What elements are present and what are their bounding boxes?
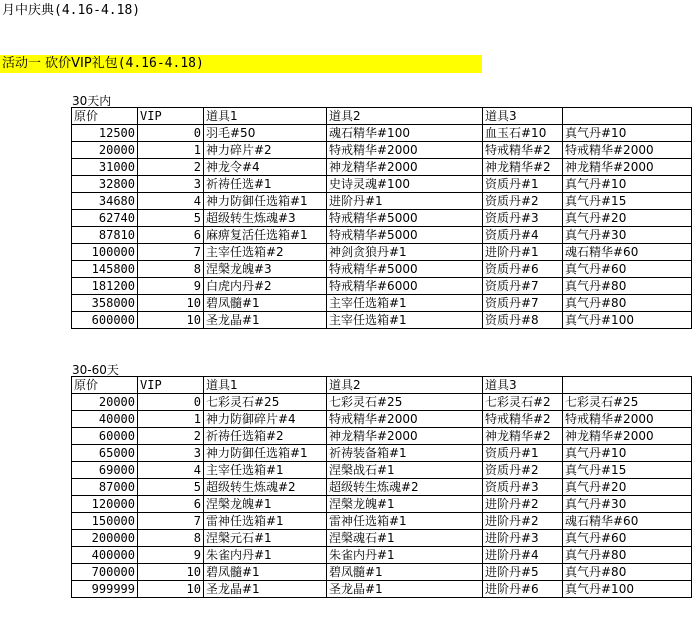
table-row [72,479,692,496]
cell-item2: 主宰任选箱#1 [327,295,483,312]
table-header-row [72,377,692,394]
table-row [72,564,692,581]
cell-vip-level: 1 [138,142,204,159]
cell-item4: 真气丹#60 [563,261,692,278]
cell-original-price: 358000 [72,295,138,312]
column-header-original-price: 原价 [72,377,138,394]
table-row [72,125,692,142]
cell-vip-level: 4 [138,462,204,479]
cell-item3: 资质丹#7 [483,278,563,295]
table-row [72,513,692,530]
cell-item1: 主宰任选箱#1 [204,462,327,479]
cell-item1: 超级转生炼魂#2 [204,479,327,496]
cell-vip-level: 6 [138,496,204,513]
cell-item3: 资质丹#6 [483,261,563,278]
cell-item1: 神力防御碎片#4 [204,411,327,428]
activity-dates: (4.16-4.18) [117,56,204,71]
cell-item2: 七彩灵石#25 [327,394,483,411]
cell-item2: 涅槃龙魄#1 [327,496,483,513]
cell-original-price: 20000 [72,142,138,159]
cell-vip-level: 9 [138,278,204,295]
cell-item4: 真气丹#15 [563,193,692,210]
cell-item2: 特戒精华#5000 [327,227,483,244]
cell-item4: 真气丹#15 [563,462,692,479]
cell-original-price: 12500 [72,125,138,142]
cell-item1: 白虎内丹#2 [204,278,327,295]
cell-original-price: 40000 [72,411,138,428]
cell-item4: 真气丹#80 [563,278,692,295]
column-header-item4 [563,108,692,125]
cell-item4: 真气丹#10 [563,176,692,193]
cell-vip-level: 7 [138,244,204,261]
cell-item1: 涅槃龙魄#3 [204,261,327,278]
table-row [72,193,692,210]
cell-vip-level: 7 [138,513,204,530]
cell-vip-level: 2 [138,428,204,445]
cell-item3: 资质丹#3 [483,210,563,227]
column-header-original-price: 原价 [72,108,138,125]
table-row [72,227,692,244]
cell-vip-level: 10 [138,564,204,581]
cell-vip-level: 4 [138,193,204,210]
table-row [72,261,692,278]
section-label-30days: 30天内 [72,94,112,108]
cell-original-price: 87000 [72,479,138,496]
cell-item4: 真气丹#30 [563,496,692,513]
cell-original-price: 69000 [72,462,138,479]
cell-item2: 祈祷装备箱#1 [327,445,483,462]
cell-original-price: 20000 [72,394,138,411]
cell-item1: 麻痹复活任选箱#1 [204,227,327,244]
table-row [72,278,692,295]
column-header-item4 [563,377,692,394]
column-header-item1: 道具1 [204,377,327,394]
cell-item3: 进阶丹#2 [483,496,563,513]
cell-vip-level: 6 [138,227,204,244]
table-row [72,445,692,462]
vip-table-30-60days [71,376,692,598]
cell-original-price: 31000 [72,159,138,176]
cell-item1: 圣龙晶#1 [204,581,327,598]
cell-vip-level: 3 [138,176,204,193]
cell-item3: 七彩灵石#2 [483,394,563,411]
cell-item4: 神龙精华#2000 [563,159,692,176]
cell-item3: 资质丹#1 [483,176,563,193]
cell-item1: 碧凤髓#1 [204,564,327,581]
table-body [72,377,692,598]
cell-item1: 祈祷任选箱#2 [204,428,327,445]
cell-item1: 祈祷任选#1 [204,176,327,193]
cell-original-price: 120000 [72,496,138,513]
cell-item2: 特戒精华#2000 [327,142,483,159]
cell-item1: 朱雀内丹#1 [204,547,327,564]
column-header-item3: 道具3 [483,377,563,394]
cell-item4: 真气丹#20 [563,479,692,496]
cell-item3: 进阶丹#3 [483,530,563,547]
cell-item1: 碧凤髓#1 [204,295,327,312]
cell-item4: 真气丹#80 [563,295,692,312]
activity-banner [0,55,482,73]
cell-item4: 特戒精华#2000 [563,411,692,428]
cell-item2: 特戒精华#6000 [327,278,483,295]
column-header-item2: 道具2 [327,377,483,394]
cell-original-price: 60000 [72,428,138,445]
cell-original-price: 32800 [72,176,138,193]
cell-item4: 真气丹#100 [563,581,692,598]
table-row [72,496,692,513]
cell-item2: 特戒精华#5000 [327,261,483,278]
title-dates: (4.16-4.18) [54,3,141,18]
page-title [2,2,140,20]
table-body [72,108,692,329]
cell-vip-level: 1 [138,411,204,428]
cell-item4: 魂石精华#60 [563,244,692,261]
cell-item3: 血玉石#10 [483,125,563,142]
cell-item4: 真气丹#60 [563,530,692,547]
cell-original-price: 87810 [72,227,138,244]
cell-original-price: 400000 [72,547,138,564]
cell-item2: 进阶丹#1 [327,193,483,210]
cell-item4: 真气丹#80 [563,564,692,581]
column-header-item1: 道具1 [204,108,327,125]
table-row [72,462,692,479]
cell-vip-level: 3 [138,445,204,462]
cell-item1: 涅槃龙魄#1 [204,496,327,513]
section-label-30-60days: 30-60天 [72,363,119,377]
cell-item3: 进阶丹#2 [483,513,563,530]
cell-item3: 神龙精华#2 [483,428,563,445]
cell-item2: 神龙精华#2000 [327,159,483,176]
cell-item2: 碧凤髓#1 [327,564,483,581]
cell-original-price: 700000 [72,564,138,581]
cell-item4: 真气丹#30 [563,227,692,244]
cell-item3: 特戒精华#2 [483,411,563,428]
cell-item1: 神龙令#4 [204,159,327,176]
cell-original-price: 600000 [72,312,138,329]
cell-item4: 真气丹#80 [563,547,692,564]
column-header-vip-level: VIP [138,108,204,125]
cell-item2: 超级转生炼魂#2 [327,479,483,496]
cell-item4: 神龙精华#2000 [563,428,692,445]
cell-original-price: 200000 [72,530,138,547]
column-header-item2: 道具2 [327,108,483,125]
table-row [72,312,692,329]
table-row [72,176,692,193]
cell-original-price: 65000 [72,445,138,462]
cell-item1: 羽毛#50 [204,125,327,142]
cell-item4: 真气丹#10 [563,445,692,462]
cell-item3: 资质丹#2 [483,193,563,210]
cell-vip-level: 5 [138,210,204,227]
cell-original-price: 62740 [72,210,138,227]
cell-item3: 神龙精华#2 [483,159,563,176]
cell-item3: 资质丹#8 [483,312,563,329]
cell-item3: 资质丹#4 [483,227,563,244]
cell-item2: 特戒精华#5000 [327,210,483,227]
cell-item2: 涅槃战石#1 [327,462,483,479]
cell-item4: 魂石精华#60 [563,513,692,530]
cell-item1: 神力防御任选箱#1 [204,193,327,210]
cell-item3: 进阶丹#6 [483,581,563,598]
cell-item2: 朱雀内丹#1 [327,547,483,564]
table-row [72,244,692,261]
cell-item1: 神力碎片#2 [204,142,327,159]
vip-table-30days [71,107,692,329]
cell-item1: 七彩灵石#25 [204,394,327,411]
table-row [72,547,692,564]
cell-original-price: 145800 [72,261,138,278]
cell-item2: 主宰任选箱#1 [327,312,483,329]
cell-vip-level: 10 [138,581,204,598]
column-header-item3: 道具3 [483,108,563,125]
table-row [72,394,692,411]
cell-original-price: 181200 [72,278,138,295]
cell-item2: 史诗灵魂#100 [327,176,483,193]
cell-item3: 进阶丹#5 [483,564,563,581]
table-row [72,428,692,445]
cell-item2: 圣龙晶#1 [327,581,483,598]
cell-item4: 真气丹#10 [563,125,692,142]
table-row [72,530,692,547]
cell-item4: 真气丹#100 [563,312,692,329]
cell-item4: 七彩灵石#25 [563,394,692,411]
cell-item4: 真气丹#20 [563,210,692,227]
cell-original-price: 999999 [72,581,138,598]
cell-item4: 特戒精华#2000 [563,142,692,159]
cell-item2: 神龙精华#2000 [327,428,483,445]
cell-vip-level: 10 [138,312,204,329]
table-row [72,581,692,598]
cell-item1: 主宰任选箱#2 [204,244,327,261]
cell-item1: 雷神任选箱#1 [204,513,327,530]
table-row [72,411,692,428]
table-header-row [72,108,692,125]
cell-item2: 涅槃魂石#1 [327,530,483,547]
cell-vip-level: 8 [138,261,204,278]
cell-vip-level: 0 [138,125,204,142]
cell-vip-level: 8 [138,530,204,547]
cell-original-price: 150000 [72,513,138,530]
cell-item1: 神力防御任选箱#1 [204,445,327,462]
cell-item1: 超级转生炼魂#3 [204,210,327,227]
cell-item3: 资质丹#1 [483,445,563,462]
cell-vip-level: 10 [138,295,204,312]
table-row [72,210,692,227]
cell-item3: 资质丹#3 [483,479,563,496]
cell-vip-level: 5 [138,479,204,496]
table-row [72,295,692,312]
cell-vip-level: 0 [138,394,204,411]
cell-item1: 涅槃元石#1 [204,530,327,547]
cell-item2: 神剑贪狼丹#1 [327,244,483,261]
cell-item2: 魂石精华#100 [327,125,483,142]
cell-item2: 雷神任选箱#1 [327,513,483,530]
cell-item2: 特戒精华#2000 [327,411,483,428]
column-header-vip-level: VIP [138,377,204,394]
table-row [72,159,692,176]
title-main: 月中庆典 [2,3,55,18]
cell-item1: 圣龙晶#1 [204,312,327,329]
cell-vip-level: 2 [138,159,204,176]
cell-item3: 资质丹#2 [483,462,563,479]
cell-item3: 进阶丹#4 [483,547,563,564]
cell-item3: 进阶丹#1 [483,244,563,261]
activity-title: 活动一 砍价VIP礼包 [2,56,118,71]
cell-item3: 资质丹#7 [483,295,563,312]
cell-original-price: 100000 [72,244,138,261]
table-row [72,142,692,159]
cell-item3: 特戒精华#2 [483,142,563,159]
cell-vip-level: 9 [138,547,204,564]
cell-original-price: 34680 [72,193,138,210]
